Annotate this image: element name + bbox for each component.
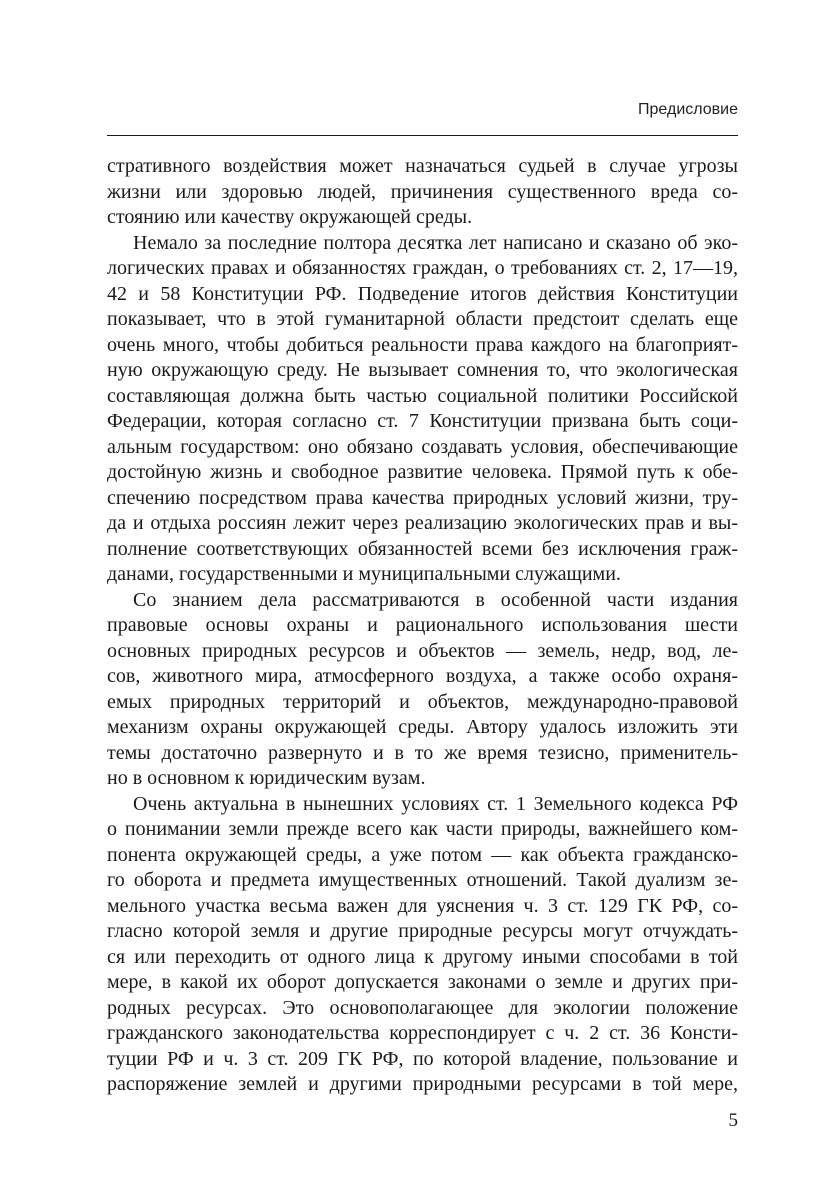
text-line: но в основном к юридическим вузам. <box>107 767 426 789</box>
running-head: Предисловие <box>638 101 738 118</box>
text-line: составляющая должна быть частью социальной политики Российской <box>107 384 738 407</box>
text-line: Немало за последние полтора десятка лет написано и сказано об эко- <box>133 231 738 254</box>
text-line: темы достаточно развернуто и в то же время тезисно, применитель- <box>107 741 738 764</box>
page-number: 5 <box>728 1110 738 1131</box>
text-line: Очень актуальна в нынешних условиях ст. 1 Земельного кодекса РФ <box>133 792 738 815</box>
text-line: туции РФ и ч. 3 ст. 209 ГК РФ, по которой владение, пользование и <box>107 1047 738 1070</box>
text-line: спечению посредством права качества природных условий жизни, тру- <box>107 486 738 509</box>
text-line: распоряжение землей и другими природными ресурсами в той мере, <box>107 1073 738 1095</box>
text-line: мере, в какой их оборот допускается законами о земле и других при- <box>107 971 738 993</box>
paragraph <box>107 154 738 231</box>
text-line: ся или переходить от одного лица к другому иными способами в той <box>107 945 738 968</box>
paragraph <box>107 792 738 1098</box>
text-line: о понимании земли прежде всего как части природы, важнейшего ком- <box>107 818 738 840</box>
text-line: основных природных ресурсов и объектов — земель, недр, вод, ле- <box>107 639 738 662</box>
text-line: очень много, чтобы добиться реальности права каждого на благоприят- <box>107 333 738 356</box>
text-line: альным государством: оно обязано создавать условия, обеспечивающие <box>107 435 738 458</box>
paragraph <box>107 588 738 792</box>
text-line: емых природных территорий и объектов, международно-правовой <box>107 690 738 713</box>
text-line: показывает, что в этой гуманитарной области предстоит сделать еще <box>107 308 738 330</box>
text-line: 42 и 58 Конституции РФ. Подведение итогов действия Конституции <box>107 282 738 305</box>
text-line: жизни или здоровью людей, причинения существенного вреда со- <box>107 180 738 203</box>
text-line: данами, государственными и муниципальными служащими. <box>107 563 621 585</box>
text-line: да и отдыха россиян лежит через реализацию экологических прав и вы- <box>107 512 738 534</box>
text-line: гласно которой земля и другие природные ресурсы могут отчуждать- <box>107 920 738 942</box>
text-line: механизм охраны окружающей среды. Автору удалось изложить эти <box>107 716 738 738</box>
text-line: сов, животного мира, атмосферного воздуха, а также особо охраня- <box>107 665 738 687</box>
text-line: достойную жизнь и свободное развитие человека. Прямой путь к обе- <box>107 461 738 483</box>
text-line: стоянию или качеству окружающей среды. <box>107 206 473 228</box>
text-line: Федерации, которая согласно ст. 7 Конституции призвана быть соци- <box>107 410 738 432</box>
text-line: правовые основы охраны и рационального использования шести <box>107 614 738 636</box>
text-line: ную окружающую среду. Не вызывает сомнения то, что экологическая <box>107 359 738 381</box>
body-text <box>107 154 738 1098</box>
text-line: Со знанием дела рассматриваются в особенной части издания <box>133 588 738 611</box>
text-line: мельного участка весьма важен для уяснения ч. 3 ст. 129 ГК РФ, со- <box>107 894 738 917</box>
text-line: логических правах и обязанностях граждан, о требованиях ст. 2, 17—19, <box>107 257 738 279</box>
text-line: понента окружающей среды, а уже потом — как объекта гражданско- <box>107 843 738 866</box>
paragraph <box>107 231 738 588</box>
text-line: го оборота и предмета имущественных отношений. Такой дуализм зе- <box>107 869 738 891</box>
text-line: гражданского законодательства корреспондирует с ч. 2 ст. 36 Консти- <box>107 1022 738 1044</box>
text-line: полнение соответствующих обязанностей всеми без исключения граж- <box>107 537 738 560</box>
header-rule <box>107 135 738 136</box>
text-line: родных ресурсах. Это основополагающее для экологии положение <box>107 996 738 1019</box>
text-line: стративного воздействия может назначаться судьей в случае угрозы <box>107 155 738 177</box>
